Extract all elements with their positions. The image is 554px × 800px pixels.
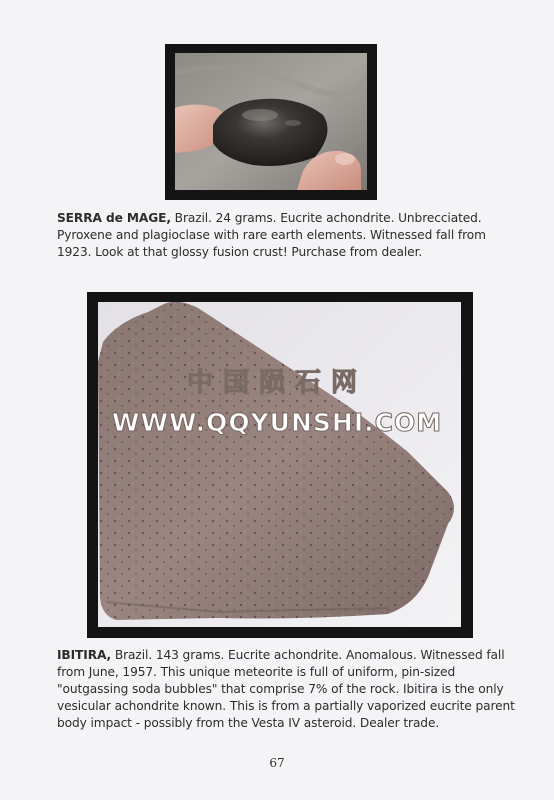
- photo-serra-de-mage: [165, 44, 377, 200]
- specimen-description: Brazil. 143 grams. Eucrite achondrite. Anomalous. Witnessed fall from June, 1957. This unique meteorite is full of uniform, pin-sized "outgassing soda bubbles" that comprise 7% of the rock. Ibitira is the only vesicular achondrite known. This is from a partially vaporized eucrite parent body impact - possibly from the Vesta IV asteroid. Dealer trade.: [57, 648, 515, 730]
- watermark-chinese: 中国陨石网: [186, 368, 367, 398]
- page-number: 67: [269, 756, 285, 770]
- photo-serra-de-mage-image: [175, 53, 367, 190]
- watermark-url: WWW.QQYUNSHI.COM: [111, 408, 443, 437]
- meteorite-in-hand-illustration: [175, 53, 367, 190]
- specimen-name: SERRA de MAGE,: [57, 211, 171, 225]
- ibitira-slab-illustration: [98, 302, 461, 627]
- specimen-description: Brazil. 24 grams. Eucrite achondrite. Unbrecciated. Pyroxene and plagioclase with rare earth elements. Witnessed fall from 1923. Look at that glossy fusion crust! Purchase from dealer.: [57, 211, 486, 259]
- caption-ibitira: [57, 647, 517, 732]
- photo-ibitira-image: [98, 302, 461, 627]
- specimen-name: IBITIRA,: [57, 648, 112, 662]
- photo-ibitira: [87, 292, 473, 638]
- caption-serra-de-mage: [57, 210, 517, 261]
